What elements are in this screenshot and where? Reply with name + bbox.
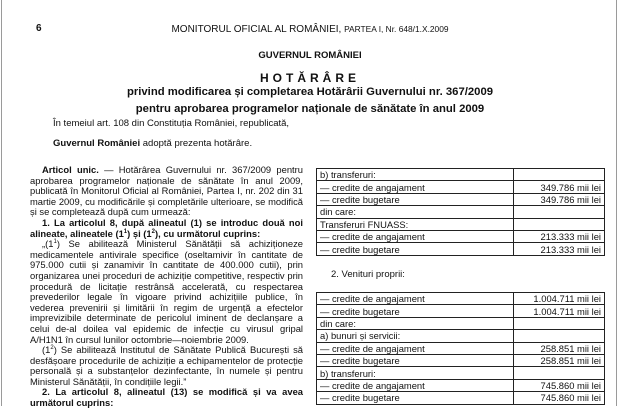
table-row: [317, 305, 605, 317]
document-subtitle-line: privind modificarea și completarea Hotărârii Guvernului nr. 367/2009: [126, 86, 494, 98]
publication-name: MONITORUL OFICIAL AL ROMÂNIEI,: [171, 24, 342, 35]
row-value: [514, 169, 605, 181]
legal-basis: În temeiul art. 108 din Constituția României, republicată,: [53, 118, 290, 129]
article-title: Articol unic.: [42, 164, 99, 175]
issuer: GUVERNUL ROMÂNIEI: [258, 50, 362, 61]
paragraph-text: „(1: [42, 238, 54, 250]
article-body: [30, 165, 303, 409]
table-row: [317, 243, 605, 255]
row-value: [514, 367, 605, 379]
page-number: 6: [36, 23, 42, 34]
own-revenue-heading: 2. Venituri proprii:: [331, 269, 405, 280]
table-row: [317, 169, 605, 181]
point-2: 2. La articolul 8, alineatul (13) se modifică și va avea următorul cuprins:: [30, 386, 303, 409]
superscript: 1: [53, 239, 57, 246]
superscript: 2: [151, 228, 155, 235]
row-value: 1.004.711 mii lei: [514, 293, 605, 305]
row-value: 213.333 mii lei: [514, 230, 605, 242]
row-label: — credite de angajament: [317, 293, 514, 305]
table-row: [317, 330, 605, 342]
budget-table-own-revenue: [316, 292, 605, 405]
row-label: — credite de angajament: [317, 342, 514, 354]
table-row: [317, 181, 605, 193]
superscript: 2: [50, 345, 54, 352]
row-value: [514, 206, 605, 218]
row-label: — credite de angajament: [317, 230, 514, 242]
table-row: [317, 379, 605, 391]
row-label: — credite de angajament: [317, 181, 514, 193]
point-1-text: ) și (1: [127, 227, 152, 239]
row-label: b) transferuri:: [317, 169, 514, 181]
superscript: 1: [123, 228, 128, 235]
row-label: — credite bugetare: [317, 354, 514, 366]
row-label: a) bunuri și servicii:: [317, 330, 514, 342]
row-label: — credite bugetare: [317, 305, 514, 317]
paragraph-text: ) Se abilitează Ministerul Sănătății să achiziționeze medicamentele antivirale specifice (oseltamivir în cantitate de 975.000 cutii și zanamivir în cantitate de 400.000 cutii), prin organizarea unei proceduri de achiziție competitive, respectiv prin procedură de licitație restrânsă accelerată, cu respectarea prevederilor legale în vigoare privind achizițiile publice, în vederea prevenirii și limitării în regim de urgență a efectelor imprevizibile determinate de pericolul iminent de declanșare a celui de-al doilea val epidemic de infecție cu virusul gripal A/H1N1 în cursul lunilor octombrie—noiembrie 2009.: [30, 238, 303, 345]
table-row: [317, 218, 605, 230]
adoption-subject: Guvernul României: [53, 138, 141, 149]
row-value: 745.860 mii lei: [514, 392, 605, 404]
row-label: Transferuri FNUASS:: [317, 218, 514, 230]
table-row: [317, 206, 605, 218]
adoption-text: adoptă prezenta hotărâre.: [140, 138, 253, 149]
table-row: [317, 367, 605, 379]
row-label: — credite bugetare: [317, 193, 514, 205]
table-row: [317, 342, 605, 354]
row-label: — credite bugetare: [317, 392, 514, 404]
table-row: [317, 230, 605, 242]
row-value: 258.851 mii lei: [514, 342, 605, 354]
table-row: [317, 293, 605, 305]
table-row: [317, 193, 605, 205]
row-label: — credite de angajament: [317, 379, 514, 391]
row-label: — credite bugetare: [317, 243, 514, 255]
table-row: [317, 392, 605, 404]
document-subtitle-line: pentru aprobarea programelor naționale de sănătate în anul 2009: [135, 103, 485, 115]
running-header: [0, 24, 620, 35]
row-value: 258.851 mii lei: [514, 354, 605, 366]
table-row: [317, 354, 605, 366]
publication-part: PARTEA I, Nr. 648/1.X.2009: [344, 24, 449, 34]
row-label: din care:: [317, 317, 514, 329]
paragraph-text: ) Se abilitează Institutul de Sănătate Publică București să desfășoare procedurile de achiziție a echipamentelor de protecție personală și a substanțelor dezinfectante, în numele și pentru Ministerul Sănătății, în condițiile legii.”: [30, 344, 303, 387]
budget-table-transfers: [316, 168, 605, 256]
point-1-text: ), cu următorul cuprins:: [154, 227, 261, 239]
table-row: [317, 317, 605, 329]
article-paragraph: [30, 165, 303, 218]
row-value: 213.333 mii lei: [514, 243, 605, 255]
paragraph-1-1: [30, 239, 303, 345]
paragraph-1-2: [30, 345, 303, 387]
row-label: b) transferuri:: [317, 367, 514, 379]
row-value: 745.860 mii lei: [514, 379, 605, 391]
row-value: 1.004.711 mii lei: [514, 305, 605, 317]
document-type: HOTĂRÂRE: [260, 71, 360, 85]
point-1-text: 1. La articolul 8, după alineatul (1) se introduc două noi alineate, alineatele (1: [30, 216, 303, 239]
row-label: din care:: [317, 206, 514, 218]
paragraph-text: (1: [42, 344, 51, 356]
row-value: [514, 317, 605, 329]
row-value: 349.786 mii lei: [514, 193, 605, 205]
row-value: [514, 330, 605, 342]
article-text: — Hotărârea Guvernului nr. 367/2009 pentru aprobarea programelor naționale de sănătate în anul 2009, publicată în Monitorul Oficial al României, Partea I, nr. 202 din 31 martie 2009, cu modificările și completările ulterioare, se modifică și se completează după cum urmează:: [30, 164, 303, 218]
point-1: [30, 218, 303, 239]
row-value: 349.786 mii lei: [514, 181, 605, 193]
adoption-statement: [53, 138, 252, 149]
row-value: [514, 218, 605, 230]
